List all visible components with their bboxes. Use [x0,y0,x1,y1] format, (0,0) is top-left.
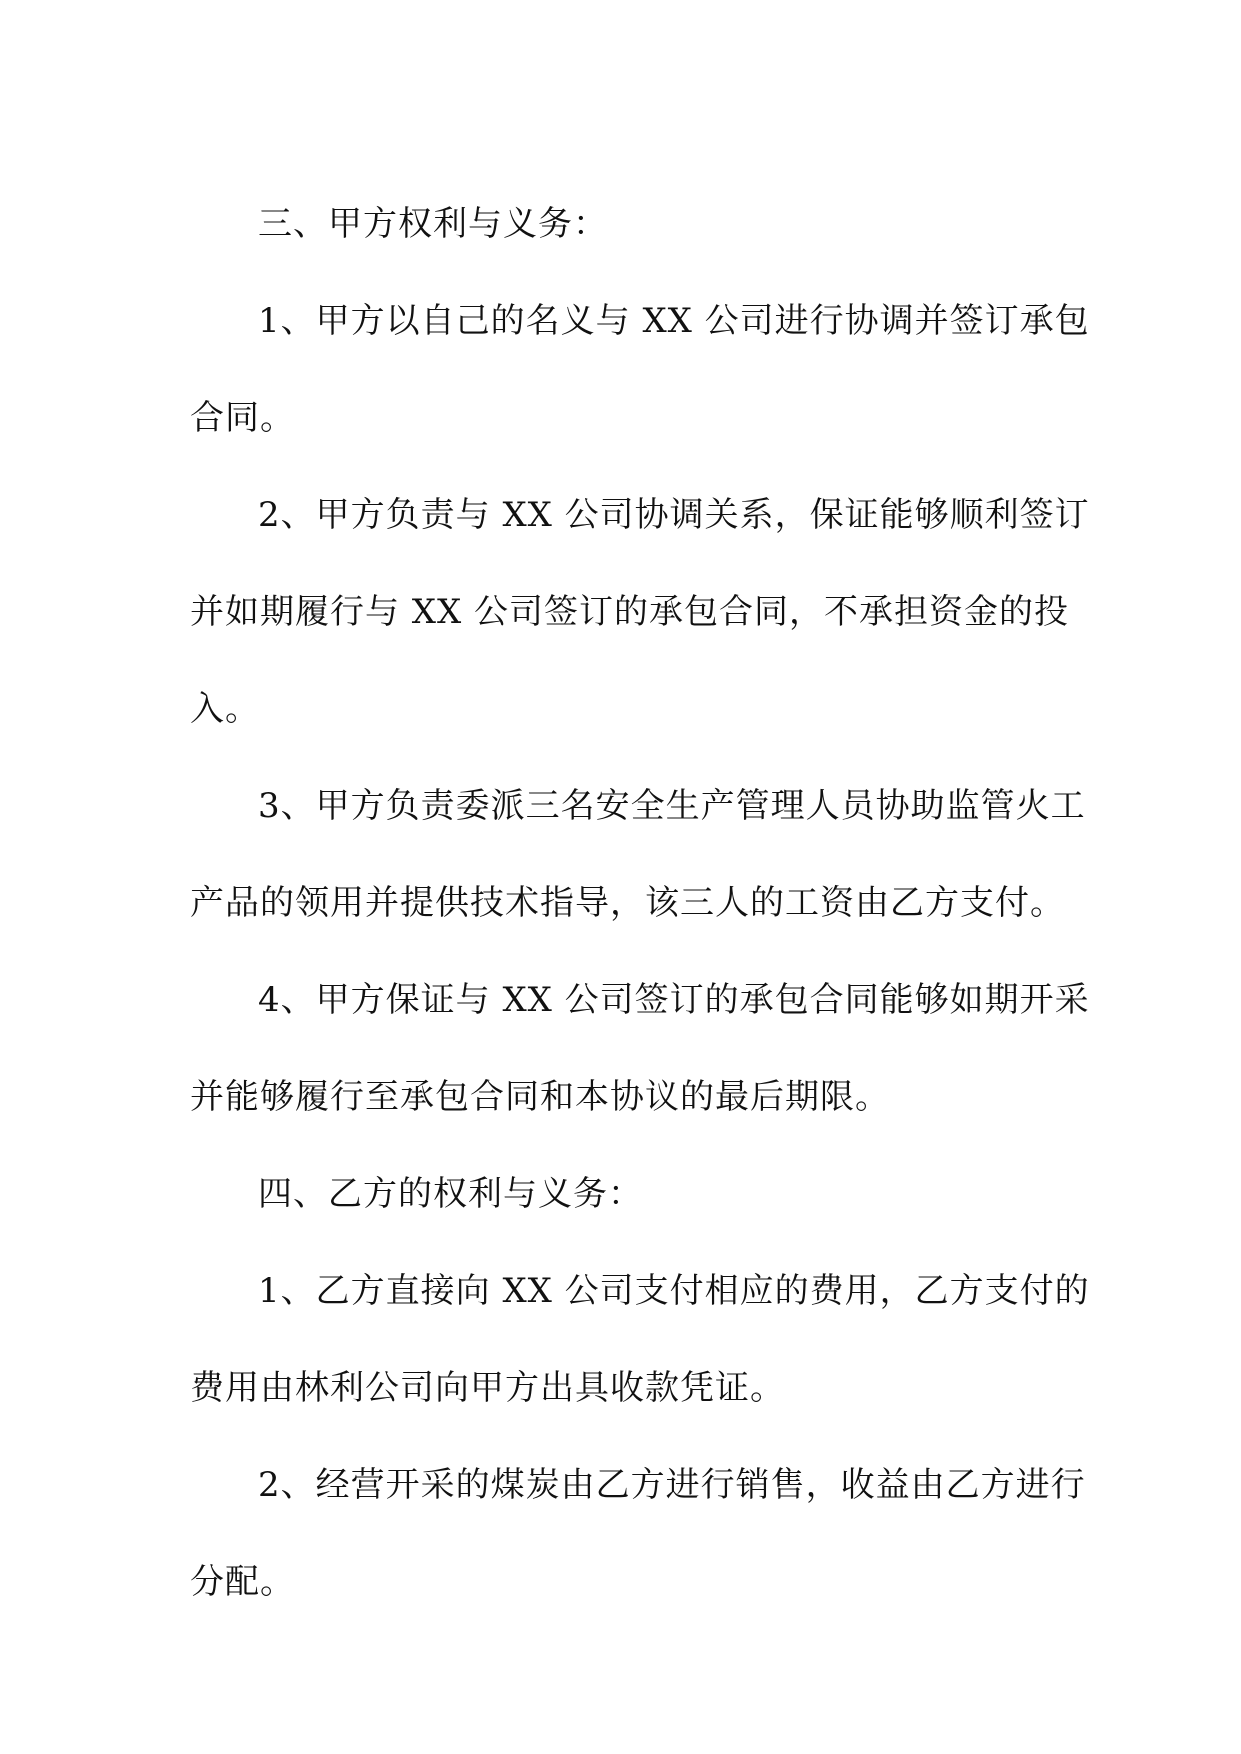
paragraph-line: 3、甲方负责委派三名安全生产管理人员协助监管火工 [258,786,1086,826]
paragraph-line: 2、经营开采的煤炭由乙方进行销售，收益由乙方进行 [258,1465,1086,1505]
paragraph-line: 1、甲方以自己的名义与 XX 公司进行协调并签订承包 [258,301,1090,341]
paragraph-line: 2、甲方负责与 XX 公司协调关系，保证能够顺利签订 [258,495,1090,535]
paragraph-line: 合同。 [190,398,295,438]
paragraph-line: 入。 [190,689,260,729]
paragraph-line: 并能够履行至承包合同和本协议的最后期限。 [190,1077,890,1117]
section-heading-four: 四、乙方的权利与义务： [258,1174,643,1214]
paragraph-line: 分配。 [190,1562,295,1602]
section-heading-three: 三、甲方权利与义务： [258,204,608,244]
paragraph-line: 4、甲方保证与 XX 公司签订的承包合同能够如期开采 [258,980,1090,1020]
paragraph-line: 费用由林利公司向甲方出具收款凭证。 [190,1368,785,1408]
paragraph-line: 产品的领用并提供技术指导，该三人的工资由乙方支付。 [190,883,1065,923]
paragraph-line: 1、乙方直接向 XX 公司支付相应的费用，乙方支付的 [258,1271,1090,1311]
paragraph-line: 并如期履行与 XX 公司签订的承包合同，不承担资金的投 [190,592,1070,632]
document-body [190,176,1090,1631]
